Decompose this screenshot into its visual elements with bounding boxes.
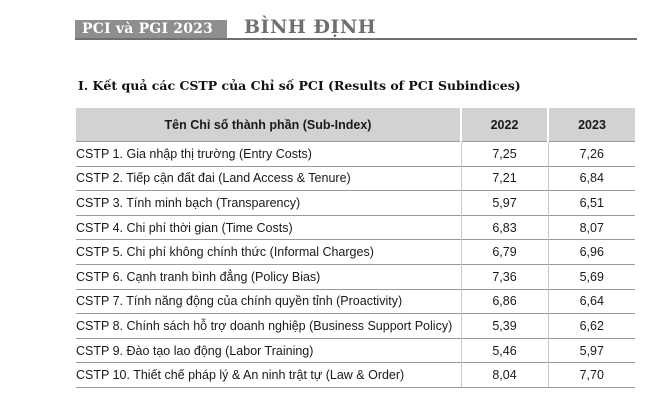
subindex-name: CSTP 10. Thiết chế pháp lý & An ninh trật tự (Law & Order) — [76, 363, 461, 388]
score-2022: 6,83 — [461, 215, 548, 240]
subindex-name: CSTP 3. Tính minh bạch (Transparency) — [76, 191, 461, 216]
table-row — [76, 191, 635, 216]
table-row — [76, 166, 635, 191]
score-2022: 5,39 — [461, 314, 548, 339]
page-header — [0, 0, 650, 40]
score-2023: 6,84 — [548, 166, 635, 191]
column-header-2022: 2022 — [461, 108, 548, 142]
table-row — [76, 215, 635, 240]
subindex-name: CSTP 6. Cạnh tranh bình đẳng (Policy Bias) — [76, 264, 461, 289]
score-2022: 8,04 — [461, 363, 548, 388]
subindex-name: CSTP 8. Chính sách hỗ trợ doanh nghiệp (Business Support Policy) — [76, 314, 461, 339]
section-title: I. Kết quả các CSTP của Chỉ số PCI (Results of PCI Subindices) — [78, 78, 521, 93]
score-2023: 7,26 — [548, 142, 635, 167]
table-row — [76, 240, 635, 265]
subindex-name: CSTP 1. Gia nhập thị trường (Entry Costs) — [76, 142, 461, 167]
subindex-name: CSTP 7. Tính năng động của chính quyền tỉnh (Proactivity) — [76, 289, 461, 314]
score-2022: 7,21 — [461, 166, 548, 191]
subindex-name: CSTP 4. Chi phí thời gian (Time Costs) — [76, 215, 461, 240]
score-2022: 6,86 — [461, 289, 548, 314]
score-2022: 5,46 — [461, 338, 548, 363]
table-row — [76, 142, 635, 167]
score-2022: 6,79 — [461, 240, 548, 265]
table-row — [76, 264, 635, 289]
score-2023: 6,51 — [548, 191, 635, 216]
subindex-name: CSTP 5. Chi phí không chính thức (Informal Charges) — [76, 240, 461, 265]
table-row — [76, 314, 635, 339]
subindex-name: CSTP 9. Đào tạo lao động (Labor Training) — [76, 338, 461, 363]
score-2023: 7,70 — [548, 363, 635, 388]
column-header-2023: 2023 — [548, 108, 635, 142]
score-2022: 7,25 — [461, 142, 548, 167]
table-row — [76, 338, 635, 363]
header-divider — [75, 38, 637, 40]
score-2023: 8,07 — [548, 215, 635, 240]
subindex-table — [76, 108, 635, 388]
table-row — [76, 363, 635, 388]
province-title: BÌNH ĐỊNH — [244, 16, 377, 38]
table-header-row — [76, 108, 635, 142]
score-2022: 7,36 — [461, 264, 548, 289]
score-2023: 5,69 — [548, 264, 635, 289]
column-header-subindex: Tên Chỉ số thành phần (Sub-Index) — [76, 108, 461, 142]
score-2023: 6,96 — [548, 240, 635, 265]
score-2023: 6,62 — [548, 314, 635, 339]
score-2022: 5,97 — [461, 191, 548, 216]
score-2023: 6,64 — [548, 289, 635, 314]
subindex-name: CSTP 2. Tiếp cận đất đai (Land Access & Tenure) — [76, 166, 461, 191]
table-row — [76, 289, 635, 314]
score-2023: 5,97 — [548, 338, 635, 363]
report-tag: PCI và PGI 2023 — [75, 20, 227, 39]
